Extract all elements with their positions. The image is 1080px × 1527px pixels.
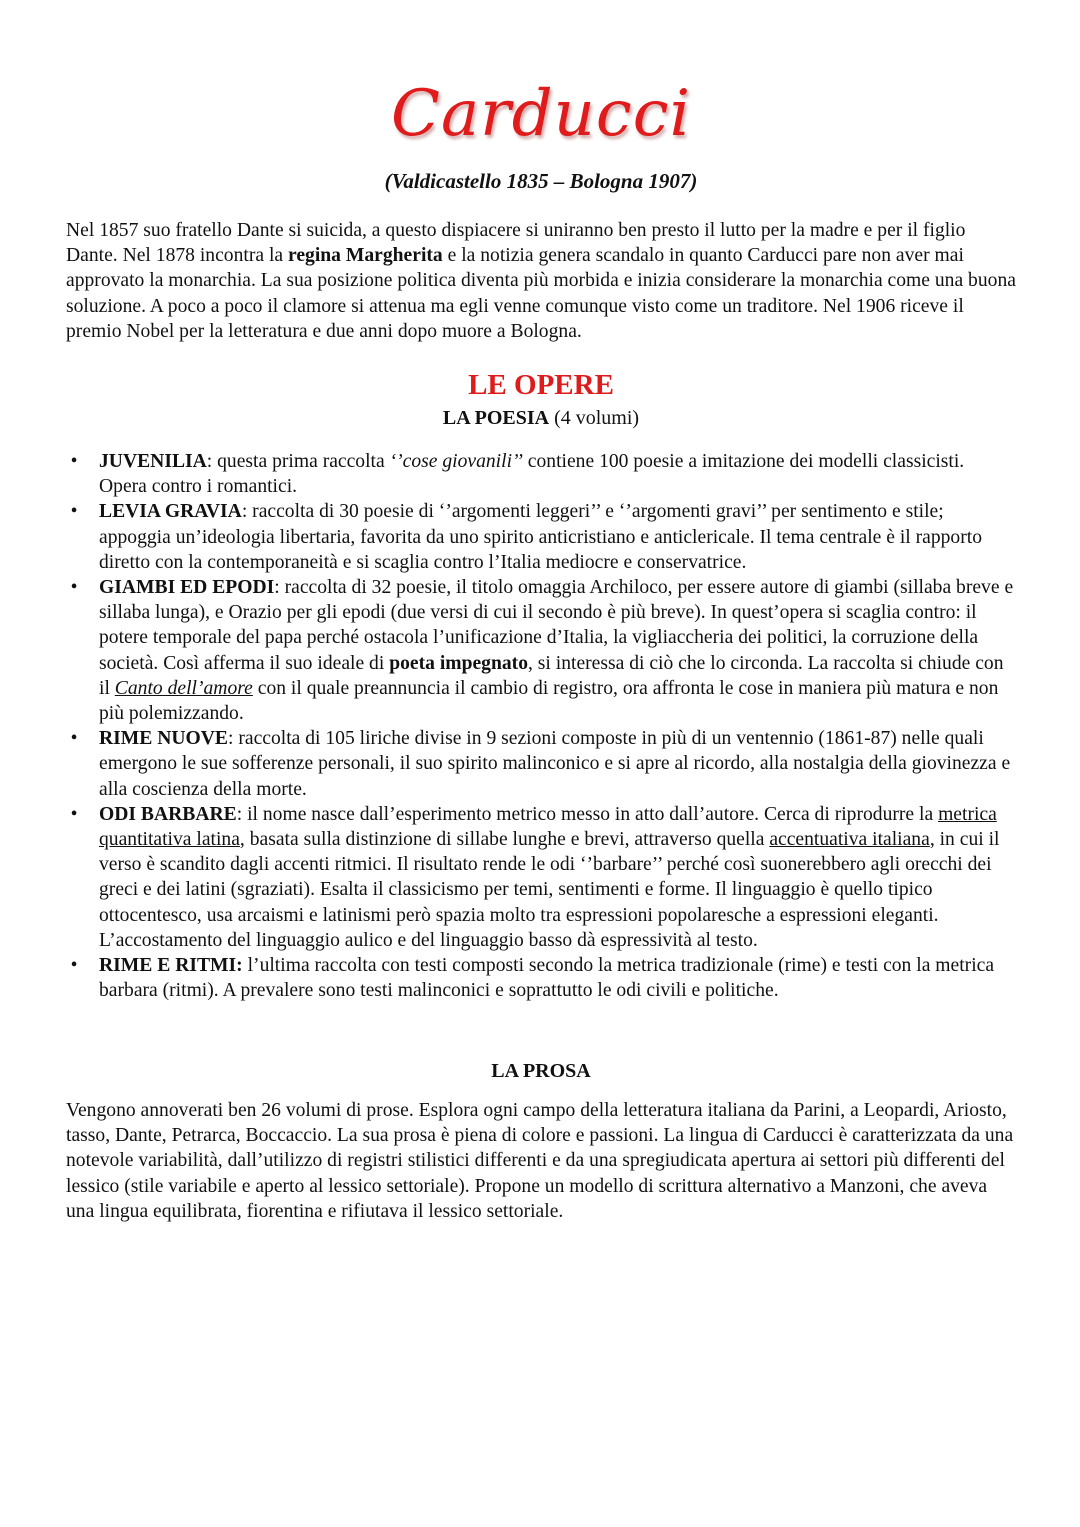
work-name: JUVENILIA	[99, 451, 207, 472]
work-text: : raccolta di 32 poesie, il titolo omaggia Archiloco, per essere autore di giambi (sillaba breve e sillaba lunga), e Orazio per gli epodi (due versi di cui il secondo è più breve). In quest’opera si scaglia contro: il potere temporale del papa perché ostacola l’unificazione d’Italia, la vigliaccheria dei politici, la corruzione della società. Così afferma il suo ideale di	[99, 577, 1014, 674]
work-underlined-phrase: accentuativa italiana	[769, 829, 930, 851]
bio-bold-name: regina Margherita	[288, 245, 443, 267]
work-text: l’ultima raccolta con testi composti secondo la metrica tradizionale (rime) e testi con la metrica barbara (ritmi). A prevalere sono testi malinconici e soprattutto le odi civili e politiche.	[99, 955, 995, 1002]
work-name: RIME E RITMI:	[99, 955, 243, 977]
poesia-label: LA POESIA	[442, 407, 550, 429]
work-text: , si interessa di ciò che lo circonda. La raccolta si chiude con il	[99, 652, 1004, 699]
page-title: Carducci	[390, 77, 692, 151]
page-subtitle: (Valdicastello 1835 – Bologna 1907)	[384, 169, 698, 193]
list-item	[66, 726, 1016, 802]
work-text: contiene 100 poesie a imitazione dei modelli classicisti. Opera contro i romantici.	[99, 451, 965, 498]
work-text: : questa prima raccolta	[206, 451, 390, 472]
work-text: : raccolta di 105 liriche divise in 9 sezioni composte in più di un ventennio (1861-87) nelle quali emergono le sue sofferenze personali, il suo spirito malinconico e si apre al ricordo, alla nostalgia della giovinezza e alla coscienza della morte.	[99, 728, 1011, 800]
work-underlined-phrase: metrica quantitativa latina	[99, 803, 997, 851]
list-item	[66, 499, 1016, 575]
bullet: •	[70, 955, 78, 977]
bullet: •	[70, 577, 78, 599]
biography-paragraph	[66, 218, 1016, 344]
work-name: LEVIA GRAVIA	[99, 501, 242, 523]
list-item	[66, 802, 1016, 953]
work-title-underlined: Canto dell’amore	[114, 677, 253, 699]
work-name: RIME NUOVE	[99, 728, 228, 750]
work-text: , basata sulla distinzione di sillabe lunghe e brevi, attraverso quella	[239, 829, 770, 851]
work-name: GIAMBI ED EPODI	[99, 577, 275, 599]
work-name: ODI BARBARE	[99, 803, 237, 825]
work-quote: ‘’cose giovanili’’	[389, 451, 523, 472]
work-text: : il nome nasce dall’esperimento metrico messo in atto dall’autore. Cerca di riprodurre la	[236, 803, 939, 825]
work-text: : raccolta di 30 poesie di ‘’argomenti leggeri’’ e ‘’argomenti gravi’’ per sentimento e stile; appoggia un’ideologia libertaria, favorita da uno spirito anticristiano e anticlericale. Il tema centrale è il rapporto diretto con la contemporaneità e si scaglia contro l’Italia mediocre e conservatrice.	[99, 501, 982, 573]
bio-text-1: Nel 1857 suo fratello Dante si suicida, a questo dispiacere si uniranno ben presto il lutto per la madre e per il figlio Dante. Nel 1878 incontra la	[66, 220, 966, 267]
poesia-note: (4 volumi)	[554, 407, 640, 429]
list-item	[66, 953, 1016, 1003]
work-bold-phrase: poeta impegnato	[389, 652, 528, 674]
prosa-paragraph: Vengono annoverati ben 26 volumi di prose. Esplora ogni campo della letteratura italiana da Parini, a Leopardi, Ariosto, tasso, Dante, Petrarca, Boccaccio. La sua prosa è piena di colore e passioni. La lingua di Carducci è caratterizzata da una notevole variabilità, dall’utilizzo di registri stilistici differenti e da una spregiudicata apertura ai settori più differenti del lessico (stile variabile e aperto al lessico settoriale). Propone un modello di scrittura alternativo a Manzoni, che aveva una lingua equilibrata, fiorentina e rifiutava il lessico settoriale.	[66, 1100, 1014, 1222]
bullet: •	[70, 728, 78, 750]
section-title-opere: LE OPERE	[468, 369, 614, 401]
list-item	[66, 449, 1016, 499]
work-text: , in cui il verso è scandito dagli accenti ritmici. Il risultato rende le odi ‘’barbare’’ perché così suonerebbero agli orecchi dei greci e dei latini (sgraziati). Esalta il classicismo per temi, sentimenti e forme. Il linguaggio è quello tipico ottocentesco, usa arcaismi e latinismi però spazia molto tra espressioni popolaresche a espressioni eleganti. L’accostamento del linguaggio aulico e del linguaggio basso dà espressività al testo.	[99, 829, 1000, 951]
bullet: •	[70, 501, 78, 523]
bullet: •	[70, 803, 78, 825]
subsection-prosa	[66, 1058, 1016, 1084]
works-list	[66, 449, 1016, 1003]
work-text: con il quale preannuncia il cambio di registro, ora affronta le cose in maniera più matura e non più polemizzando.	[99, 677, 999, 725]
bullet: •	[70, 451, 78, 472]
subsection-poesia	[66, 405, 1016, 431]
prosa-label: LA PROSA	[491, 1060, 591, 1082]
bio-text-2: e la notizia genera scandalo in quanto Carducci pare non aver mai approvato la monarchia. La sua posizione politica diventa più morbida e inizia considerare la monarchia come una buona soluzione. A poco a poco il clamore si attenua ma egli venne comunque visto come un traditore. Nel 1906 riceve il premio Nobel per la letteratura e due anni dopo muore a Bologna.	[66, 245, 1016, 342]
list-item	[66, 575, 1016, 726]
